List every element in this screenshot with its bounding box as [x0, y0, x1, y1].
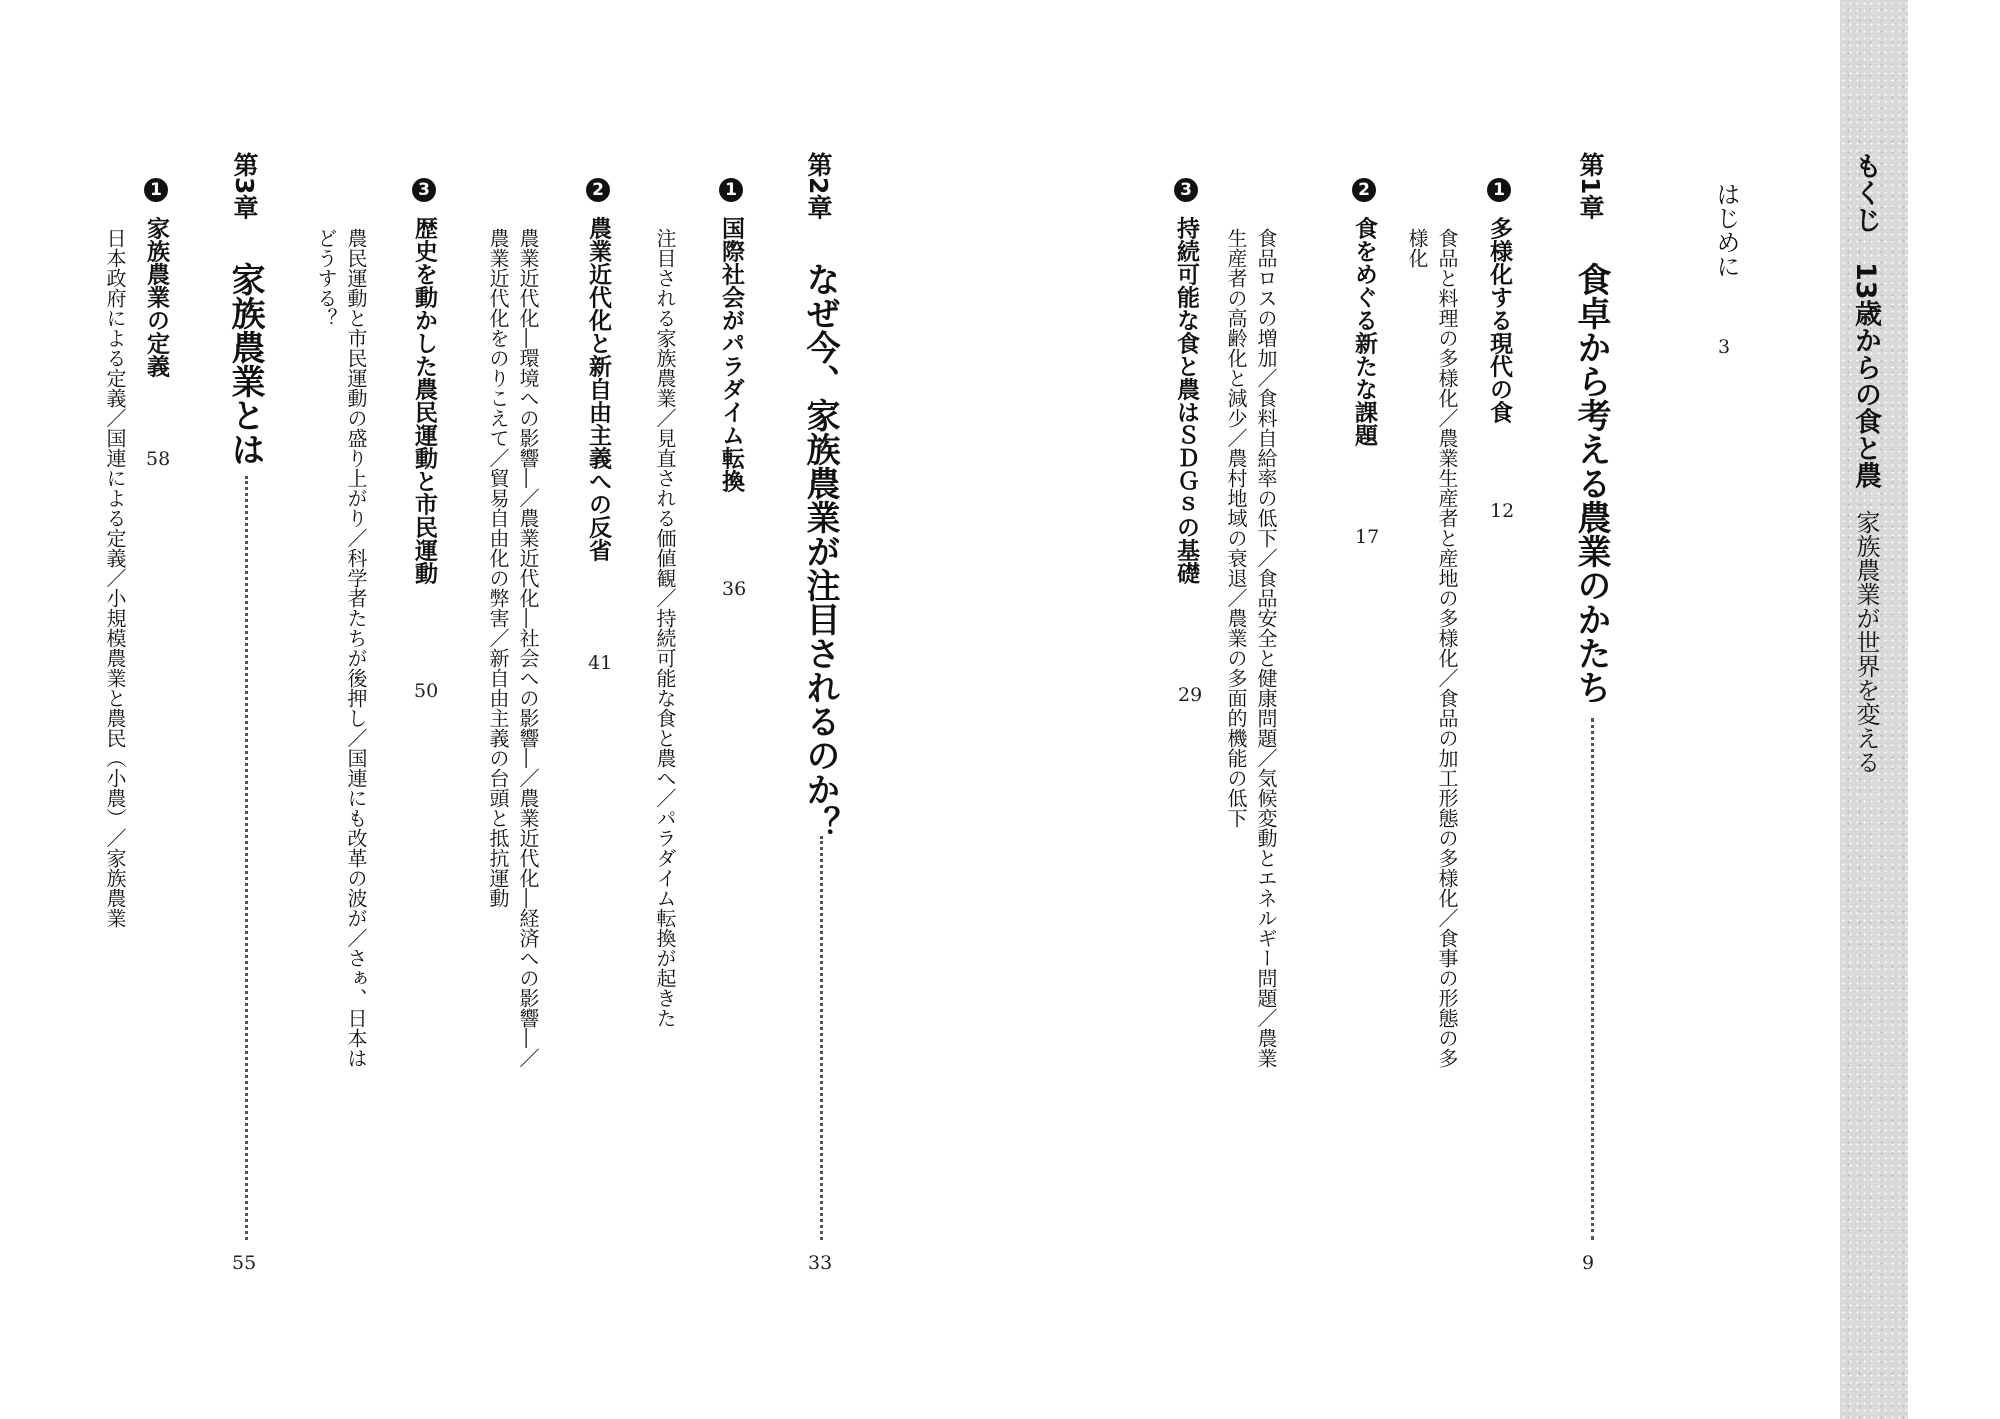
section-1-2-topics: 食品ロスの増加／食料自給率の低下／食品安全と健康問題／気候変動とエネルギー問題／農業生産者の高齢化と減少／農村地域の衰退／農業の多面的機能の低下 — [1224, 228, 1278, 1068]
chapter-3-label: 第3章 — [230, 152, 259, 220]
chapter-2-page: 33 — [808, 1252, 833, 1274]
chapter-1-title: 食卓から考える農業のかたち — [1571, 262, 1611, 704]
section-number-badge: 3 — [412, 178, 436, 202]
section-title-text: 持続可能な食と農はＳＤＧｓの基礎 — [1173, 216, 1199, 585]
section-3-1-page: 58 — [146, 448, 171, 470]
sidebar-book-title: 13歳からの食と農 — [1850, 262, 1881, 489]
section-number-badge: 2 — [586, 178, 610, 202]
section-2-1-topics: 注目される家族農業／見直される価値観／持続可能な食と農へ／パラダイム転換が起きた — [653, 228, 677, 1028]
section-number-badge: 1 — [719, 178, 743, 202]
section-1-2-page: 17 — [1355, 526, 1380, 548]
section-title-text: 農業近代化と新自由主義への反省 — [585, 216, 611, 562]
chapter-3-leader — [245, 476, 248, 1240]
section-2-1-page: 36 — [722, 578, 747, 600]
intro-page: 3 — [1718, 336, 1731, 358]
chapter-3-page: 55 — [232, 1252, 257, 1274]
section-title-text: 国際社会がパラダイム転換 — [718, 216, 744, 493]
section-1-2-title — [1352, 178, 1376, 446]
section-2-1-title — [719, 178, 743, 492]
section-1-3-page: 29 — [1178, 684, 1203, 706]
chapter-1-page: 9 — [1582, 1252, 1595, 1274]
section-2-2-title — [586, 178, 610, 561]
section-2-3-page: 50 — [414, 680, 439, 702]
section-2-2-topics: 農業近代化―環境への影響―／農業近代化―社会への影響―／農業近代化―経済への影響―／農業近代化をのりこえて／貿易自由化の弊害／新自由主義の台頭と抵抗運動 — [486, 228, 540, 1068]
section-number-badge: 1 — [144, 178, 168, 202]
chapter-1-leader — [1591, 718, 1594, 1240]
section-2-3-title — [412, 178, 436, 584]
chapter-3-title: 家族農業とは — [225, 262, 265, 466]
chapter-2-label: 第2章 — [804, 152, 833, 220]
section-title-text: 歴史を動かした農民運動と市民運動 — [411, 216, 437, 585]
section-3-1-topics: 日本政府による定義／国連による定義／小規模農業と農民（小農）／家族農業 — [103, 228, 127, 928]
section-title-text: 多様化する現代の食 — [1486, 216, 1512, 424]
sidebar-book-subtitle: 家族農業が世界を変える — [1852, 510, 1880, 774]
section-number-badge: 1 — [1487, 178, 1511, 202]
section-2-2-page: 41 — [588, 652, 613, 674]
section-1-1-page: 12 — [1490, 500, 1515, 522]
section-1-1-title — [1487, 178, 1511, 423]
intro-title: はじめに — [1712, 182, 1740, 278]
section-1-1-topics: 食品と料理の多様化／農業生産者と産地の多様化／食品の加工形態の多様化／食事の形態の多様化 — [1405, 228, 1459, 1068]
section-2-3-topics: 農民運動と市民運動の盛り上がり／科学者たちが後押し／国連にも改革の波が／さぁ、日本はどうする？ — [314, 228, 368, 1068]
chapter-1-label: 第1章 — [1576, 152, 1605, 220]
section-title-text: 家族農業の定義 — [143, 216, 169, 378]
section-1-3-title — [1174, 178, 1198, 584]
section-number-badge: 3 — [1174, 178, 1198, 202]
section-title-text: 食をめぐる新たな課題 — [1351, 216, 1377, 447]
chapter-2-leader — [820, 836, 823, 1240]
chapter-2-title: なぜ今、家族農業が注目されるのか？ — [800, 262, 840, 840]
section-number-badge: 2 — [1352, 178, 1376, 202]
sidebar-label: もくじ — [1850, 152, 1881, 233]
section-3-1-title — [144, 178, 168, 377]
